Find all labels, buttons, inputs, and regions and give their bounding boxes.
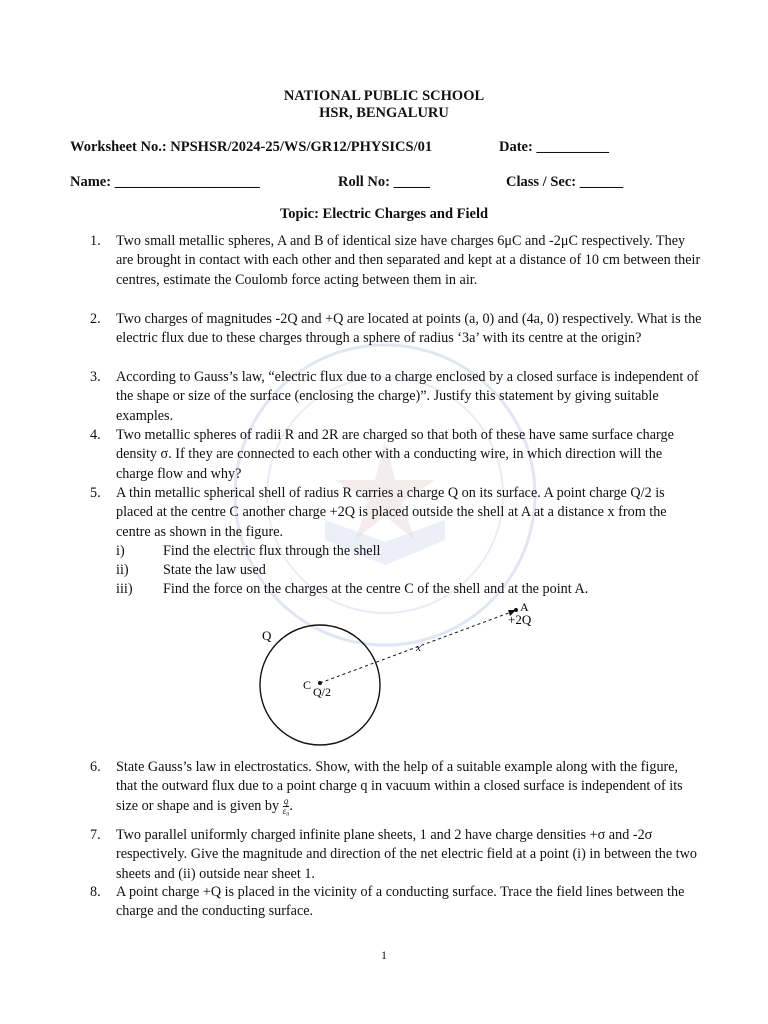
question-2 [90,310,702,349]
point-a-charge-label: +2Q [508,612,532,627]
subpart-text: Find the electric flux through the shell [163,543,381,559]
distance-label: x [416,642,421,654]
question-text: Two small metallic spheres, A and B of identical size have charges 6μC and -2μC respectively. They are brought in contact with each other and then separated and kept at a distance of 10 cm between their centres, estimate the Coulomb force acting between them in air. [116,233,701,288]
question-text: A point charge +Q is placed in the vicinity of a conducting surface. Trace the field lines between the charge and the conducting surface. [116,884,685,920]
roll-number-field: Roll No: _____ [338,174,430,190]
question-text: Two parallel uniformly charged infinite plane sheets, 1 and 2 have charge densities +σ and -2σ respectively. Give the magnitude and direction of the net electric field at a point (i) in between the two sheets and (ii) outside near sheet 1. [116,827,697,882]
question-number: 5. [90,485,101,501]
page-number: 1 [381,948,387,962]
question-text: Two metallic spheres of radii R and 2R are charged so that both of these have same surface charge density σ. If they are connected to each other with a conducting wire, in which direction will the charge flow and why? [116,427,674,482]
name-field: Name: ____________________ [70,174,260,190]
question-number: 7. [90,827,101,843]
point-a-label: A [520,600,529,614]
subpart-text: State the law used [163,562,266,578]
school-campus: HSR, BENGALURU [319,105,449,121]
question-6 [90,758,702,816]
question-5 [90,484,702,542]
fraction-denominator: ε₀ [282,806,290,817]
question-text-end: . [289,797,293,814]
question-8 [90,883,702,922]
centre-label: C [303,678,312,692]
class-section-field: Class / Sec: ______ [506,174,624,190]
shell-charge-label: Q [262,628,272,643]
subpart-text: Find the force on the charges at the centre C of the shell and at the point A. [163,581,589,597]
subpart-label: iii) [116,581,133,597]
question-text: According to Gauss’s law, “electric flux due to a charge enclosed by a closed surface is independent of the shape or size of the surface (enclosing the charge)”. Justify this statement by giving suitable examples. [116,369,699,424]
date-field: Date: __________ [499,139,609,155]
question-text: State Gauss’s law in electrostatics. Show, with the help of a suitable example along with the figure, that the outward flux due to a point charge q in vacuum within a closed surface is independent of its size or shape and is given by [116,759,683,814]
fraction-numerator: q [283,796,289,807]
question-7 [90,826,702,884]
subpart-1 [116,542,381,561]
centre-charge-label: Q/2 [313,685,331,699]
question-number: 3. [90,369,101,385]
question-number: 1. [90,233,101,249]
subpart-2 [116,561,266,580]
subpart-label: ii) [116,562,129,578]
topic-heading: Topic: Electric Charges and Field [279,206,489,222]
question-text: A thin metallic spherical shell of radius R carries a charge Q on its surface. A point charge Q/2 is placed at the centre C another charge +2Q is placed outside the shell at A at a distance x from the centre as shown in the figure. [116,485,667,540]
question-3 [90,368,702,426]
worksheet-number: Worksheet No.: NPSHSR/2024-25/WS/GR12/PHYSICS/01 [70,139,433,155]
question-text: Two charges of magnitudes -2Q and +Q are located at points (a, 0) and (4a, 0) respectively. What is the electric flux due to these charges through a sphere of radius ‘3a’ with its centre at the origin? [116,311,702,347]
question-1 [90,232,702,290]
school-name: NATIONAL PUBLIC SCHOOL [283,88,485,104]
question-number: 2. [90,311,101,327]
subpart-label: i) [116,543,125,559]
question-4 [90,426,702,484]
question-number: 6. [90,759,101,775]
question-number: 8. [90,884,101,900]
shell-figure [250,595,570,755]
question-number: 4. [90,427,101,443]
